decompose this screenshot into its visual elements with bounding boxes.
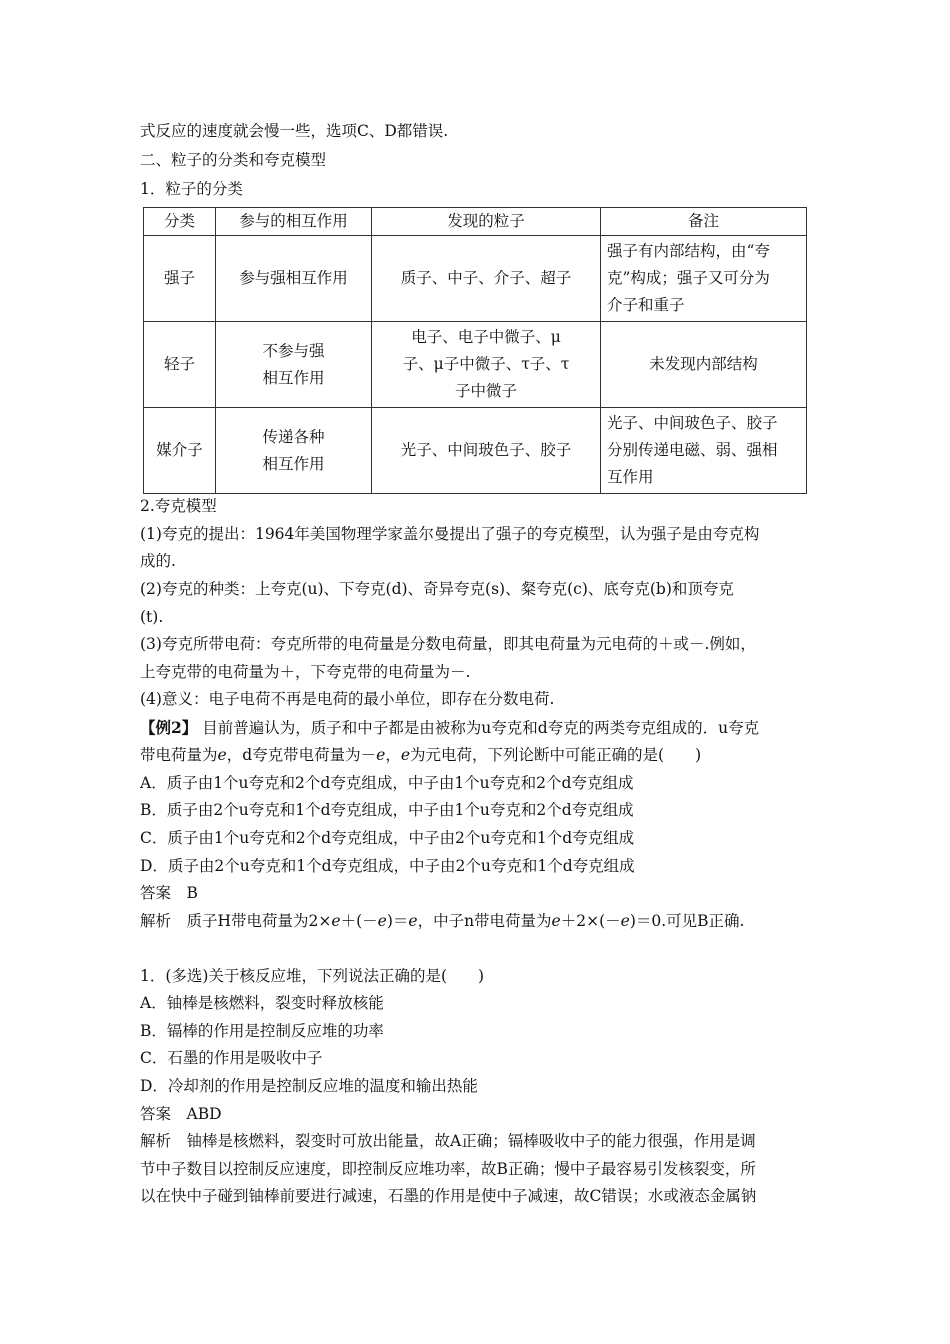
cell-text: 克”构成；强子又可分为	[607, 269, 770, 287]
cell-text: 未发现内部结构	[649, 355, 758, 373]
symbol-e: e	[400, 746, 411, 764]
table-header: 备注	[601, 208, 807, 236]
text-run: ＋2×(－	[560, 912, 621, 930]
text-run: ，	[385, 746, 401, 764]
cell-text: 参与强相互作用	[239, 269, 348, 287]
cell-text: 子中微子	[454, 382, 517, 400]
cell-text: 相互作用	[262, 454, 325, 473]
answer-line: 答案 ABD	[140, 1105, 222, 1123]
text-line: (3)夸克所带电荷：夸克所带的电荷量是分数电荷量，即其电荷量为元电荷的＋或－.例如，	[140, 635, 756, 653]
table-cell	[216, 322, 372, 408]
particle-classification-table	[143, 207, 807, 494]
example-stem-line	[140, 718, 759, 738]
table-cell	[372, 322, 601, 408]
text-line: 成的.	[140, 552, 176, 570]
cell-text: 传递各种	[262, 427, 325, 446]
table-header-row	[144, 208, 807, 236]
text-run: 为元电荷，下列论断中可能正确的是( )	[410, 746, 702, 764]
cell-text: 相互作用	[262, 368, 325, 387]
text-run: 解析 质子H带电荷量为2×	[140, 912, 332, 930]
text-line: 上夸克带的电荷量为＋，下夸克带的电荷量为－.	[140, 663, 471, 681]
cell-text: 光子、中间玻色子、胶子	[400, 441, 572, 459]
option-line: D．冷却剂的作用是控制反应堆的温度和输出热能	[140, 1077, 478, 1095]
text-run: ＋(－	[340, 912, 378, 930]
table-row	[144, 408, 807, 494]
option-line: C．质子由1个u夸克和2个d夸克组成，中子由2个u夸克和1个d夸克组成	[140, 829, 635, 847]
table-cell: 媒介子	[144, 408, 216, 494]
analysis-line	[140, 911, 744, 931]
table-cell	[601, 236, 807, 322]
symbol-e: e	[376, 746, 386, 764]
table-cell: 强子	[144, 236, 216, 322]
text-line: 式反应的速度就会慢一些，选项C、D都错误.	[140, 122, 449, 140]
cell-text: 不参与强	[262, 341, 325, 360]
cell-text: 子、μ子中微子、τ子、τ	[402, 355, 570, 373]
symbol-e: e	[217, 746, 227, 764]
symbol-e: e	[331, 912, 341, 930]
text-run: ，d夸克带电荷量为－	[226, 746, 377, 764]
cell-text: 互作用	[607, 468, 654, 486]
text-run: 带电荷量为	[140, 746, 218, 764]
table-cell: 轻子	[144, 322, 216, 408]
question-stem: 1．(多选)关于核反应堆，下列说法正确的是( )	[140, 967, 485, 985]
analysis-line: 解析 铀棒是核燃料，裂变时可放出能量，故A正确；镉棒吸收中子的能力很强，作用是调	[140, 1132, 756, 1150]
cell-text: 分别传递电磁、弱、强相	[607, 441, 778, 459]
cell-text: 介子和重子	[607, 296, 685, 314]
option-line: B．镉棒的作用是控制反应堆的功率	[140, 1022, 384, 1040]
table-cell	[601, 322, 807, 408]
text-run: ，中子n带电荷量为	[417, 912, 552, 930]
option-line: B．质子由2个u夸克和1个d夸克组成，中子由1个u夸克和2个d夸克组成	[140, 801, 634, 819]
text-line: (2)夸克的种类：上夸克(u)、下夸克(d)、奇异夸克(s)、粲夸克(c)、底夸克(b)和顶夸克	[140, 580, 734, 598]
table-cell	[216, 236, 372, 322]
text-run: )＝0.可见B正确.	[629, 912, 745, 930]
text-line: (t).	[140, 608, 164, 626]
text-line: (4)意义：电子电荷不再是电荷的最小单位，即存在分数电荷.	[140, 690, 555, 708]
option-line: D．质子由2个u夸克和1个d夸克组成，中子由2个u夸克和1个d夸克组成	[140, 857, 635, 875]
analysis-line: 节中子数目以控制反应速度，即控制反应堆功率，故B正确；慢中子最容易引发核裂变，所	[140, 1160, 756, 1178]
example-stem-line	[140, 745, 701, 765]
analysis-line: 以在快中子碰到铀棒前要进行减速，石墨的作用是使中子减速，故C错误；水或液态金属钠	[140, 1187, 757, 1205]
text-line: (1)夸克的提出：1964年美国物理学家盖尔曼提出了强子的夸克模型，认为强子是由夸克构	[140, 525, 760, 543]
cell-text: 强子有内部结构，由“夸	[607, 242, 770, 260]
symbol-e: e	[377, 912, 387, 930]
section-heading: 二、粒子的分类和夸克模型	[140, 151, 327, 169]
cell-text: 光子、中间玻色子、胶子	[607, 414, 778, 432]
table-header: 分类	[144, 208, 216, 236]
option-line: C．石墨的作用是吸收中子	[140, 1049, 323, 1067]
answer-line: 答案 B	[140, 884, 198, 902]
example-tag: 【例2】	[140, 718, 198, 737]
table-row	[144, 322, 807, 408]
cell-text: 质子、中子、介子、超子	[400, 269, 572, 287]
subsection-heading: 2.夸克模型	[140, 497, 217, 515]
option-line: A．铀棒是核燃料，裂变时释放核能	[140, 994, 384, 1012]
table-row	[144, 236, 807, 322]
table-cell	[216, 408, 372, 494]
table-header: 参与的相互作用	[216, 208, 372, 236]
table-cell	[372, 236, 601, 322]
table-cell	[601, 408, 807, 494]
subsection-heading: 1．粒子的分类	[140, 180, 243, 198]
symbol-e: e	[620, 912, 630, 930]
example-stem-text: 目前普遍认为，质子和中子都是由被称为u夸克和d夸克的两类夸克组成的．u夸克	[202, 719, 760, 737]
table-header: 发现的粒子	[372, 208, 601, 236]
text-run: )＝	[386, 912, 409, 930]
option-line: A．质子由1个u夸克和2个d夸克组成，中子由1个u夸克和2个d夸克组成	[140, 774, 634, 792]
symbol-e: e	[408, 912, 418, 930]
table-cell	[372, 408, 601, 494]
symbol-e: e	[551, 912, 561, 930]
cell-text: 电子、电子中微子、μ	[411, 328, 561, 346]
